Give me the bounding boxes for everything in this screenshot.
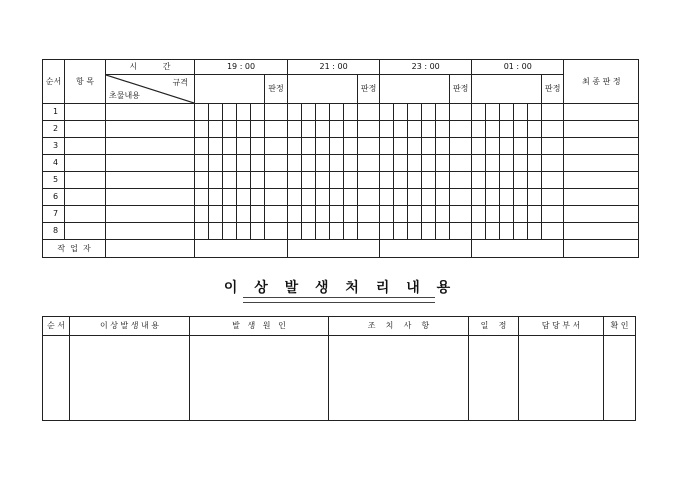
table-cell[interactable] bbox=[106, 206, 195, 223]
row-number: 6 bbox=[43, 189, 65, 206]
table-cell[interactable] bbox=[486, 138, 500, 155]
table-row bbox=[43, 223, 639, 240]
abn-confirm-header: 확 인 bbox=[604, 317, 636, 336]
table-cell[interactable] bbox=[330, 138, 344, 155]
table-cell[interactable] bbox=[237, 138, 251, 155]
table-cell[interactable] bbox=[500, 172, 514, 189]
table-cell[interactable] bbox=[316, 104, 330, 121]
table-cell[interactable] bbox=[514, 189, 528, 206]
table-cell[interactable] bbox=[344, 206, 358, 223]
table-cell[interactable] bbox=[422, 121, 436, 138]
table-cell[interactable] bbox=[486, 121, 500, 138]
table-cell[interactable] bbox=[472, 223, 486, 240]
table-cell[interactable] bbox=[450, 104, 472, 121]
table-cell[interactable] bbox=[514, 121, 528, 138]
inspection-rows bbox=[43, 104, 639, 240]
table-cell[interactable] bbox=[380, 121, 394, 138]
table-cell[interactable] bbox=[472, 189, 486, 206]
table-cell[interactable] bbox=[422, 223, 436, 240]
row-number: 5 bbox=[43, 172, 65, 189]
table-cell[interactable] bbox=[195, 155, 209, 172]
table-cell[interactable] bbox=[528, 189, 542, 206]
table-cell[interactable] bbox=[380, 172, 394, 189]
table-cell[interactable] bbox=[408, 155, 422, 172]
table-cell[interactable] bbox=[223, 138, 237, 155]
table-cell[interactable] bbox=[472, 206, 486, 223]
table-cell[interactable] bbox=[265, 104, 288, 121]
table-cell[interactable] bbox=[528, 206, 542, 223]
table-cell[interactable] bbox=[223, 104, 237, 121]
table-cell[interactable] bbox=[195, 189, 209, 206]
abnormal-section-title: 이 상 발 생 처 리 내 용 bbox=[223, 280, 457, 296]
table-row bbox=[43, 138, 639, 155]
table-cell[interactable] bbox=[500, 155, 514, 172]
table-cell[interactable] bbox=[251, 121, 265, 138]
table-cell[interactable] bbox=[330, 223, 344, 240]
table-cell[interactable] bbox=[344, 223, 358, 240]
table-cell[interactable] bbox=[528, 121, 542, 138]
table-cell[interactable] bbox=[528, 138, 542, 155]
row-number: 8 bbox=[43, 223, 65, 240]
table-cell[interactable] bbox=[514, 172, 528, 189]
abn-dept-header: 담 당 부 서 bbox=[519, 317, 604, 336]
table-cell[interactable] bbox=[65, 138, 106, 155]
table-cell[interactable] bbox=[436, 121, 450, 138]
judge-2100-header: 판정 bbox=[358, 75, 380, 104]
table-cell[interactable] bbox=[251, 172, 265, 189]
table-cell[interactable] bbox=[564, 172, 639, 189]
item-header: 항 목 bbox=[65, 60, 106, 104]
table-cell[interactable] bbox=[514, 138, 528, 155]
table-cell[interactable] bbox=[316, 121, 330, 138]
table-cell[interactable] bbox=[528, 155, 542, 172]
table-cell[interactable] bbox=[500, 189, 514, 206]
table-cell[interactable] bbox=[330, 172, 344, 189]
table-cell[interactable] bbox=[500, 206, 514, 223]
table-cell[interactable] bbox=[472, 121, 486, 138]
table-cell[interactable] bbox=[542, 104, 564, 121]
table-cell[interactable] bbox=[394, 155, 408, 172]
spec-label: 규격 bbox=[172, 78, 188, 87]
table-cell[interactable] bbox=[436, 172, 450, 189]
table-cell[interactable] bbox=[450, 223, 472, 240]
table-cell[interactable] bbox=[106, 104, 195, 121]
table-cell[interactable] bbox=[564, 104, 639, 121]
table-cell[interactable] bbox=[436, 189, 450, 206]
time-0100-header: 01 : 00 bbox=[472, 60, 564, 75]
table-cell[interactable] bbox=[436, 223, 450, 240]
table-cell[interactable] bbox=[472, 155, 486, 172]
worker-1900-cell[interactable] bbox=[195, 240, 288, 258]
worker-label: 작 업 자 bbox=[43, 240, 106, 258]
table-cell[interactable] bbox=[316, 206, 330, 223]
table-cell[interactable] bbox=[251, 223, 265, 240]
worker-2100-cell[interactable] bbox=[288, 240, 380, 258]
table-cell[interactable] bbox=[408, 223, 422, 240]
table-cell[interactable] bbox=[408, 138, 422, 155]
title-double-underline bbox=[243, 297, 435, 303]
table-cell[interactable] bbox=[288, 121, 302, 138]
table-cell[interactable] bbox=[195, 121, 209, 138]
time-2300-header: 23 : 00 bbox=[380, 60, 472, 75]
table-cell[interactable] bbox=[265, 138, 288, 155]
table-cell[interactable] bbox=[223, 189, 237, 206]
table-cell[interactable] bbox=[106, 155, 195, 172]
table-cell[interactable] bbox=[450, 155, 472, 172]
table-cell[interactable] bbox=[436, 104, 450, 121]
table-cell[interactable] bbox=[209, 206, 223, 223]
abn-confirm-cell[interactable] bbox=[604, 336, 636, 421]
table-cell[interactable] bbox=[542, 172, 564, 189]
table-cell[interactable] bbox=[288, 189, 302, 206]
table-cell[interactable] bbox=[358, 206, 380, 223]
table-cell[interactable] bbox=[237, 121, 251, 138]
table-cell[interactable] bbox=[500, 223, 514, 240]
table-cell[interactable] bbox=[422, 104, 436, 121]
judge-0100-header: 판정 bbox=[542, 75, 564, 104]
table-cell[interactable] bbox=[422, 206, 436, 223]
table-cell[interactable] bbox=[209, 172, 223, 189]
row-number: 3 bbox=[43, 138, 65, 155]
table-cell[interactable] bbox=[422, 155, 436, 172]
table-cell[interactable] bbox=[394, 121, 408, 138]
table-cell[interactable] bbox=[330, 155, 344, 172]
table-cell[interactable] bbox=[302, 189, 316, 206]
table-cell[interactable] bbox=[394, 189, 408, 206]
table-cell[interactable] bbox=[450, 138, 472, 155]
table-cell[interactable] bbox=[106, 138, 195, 155]
table-cell[interactable] bbox=[195, 206, 209, 223]
table-cell[interactable] bbox=[265, 206, 288, 223]
time-header: 시 간 bbox=[106, 60, 195, 75]
table-cell[interactable] bbox=[528, 223, 542, 240]
table-cell[interactable] bbox=[394, 172, 408, 189]
table-cell[interactable] bbox=[542, 206, 564, 223]
table-cell[interactable] bbox=[330, 104, 344, 121]
table-cell[interactable] bbox=[394, 223, 408, 240]
time-1900-spec-cell[interactable] bbox=[195, 75, 265, 104]
table-cell[interactable] bbox=[237, 189, 251, 206]
abn-content-cell[interactable] bbox=[70, 336, 190, 421]
table-cell[interactable] bbox=[65, 155, 106, 172]
table-cell[interactable] bbox=[450, 121, 472, 138]
table-cell[interactable] bbox=[500, 121, 514, 138]
table-row bbox=[43, 155, 639, 172]
table-cell[interactable] bbox=[542, 223, 564, 240]
table-cell[interactable] bbox=[394, 104, 408, 121]
abn-action-cell[interactable] bbox=[329, 336, 469, 421]
abn-schedule-header: 일 정 bbox=[469, 317, 519, 336]
row-number: 7 bbox=[43, 206, 65, 223]
table-cell[interactable] bbox=[436, 138, 450, 155]
table-cell[interactable] bbox=[436, 155, 450, 172]
table-cell[interactable] bbox=[195, 223, 209, 240]
table-cell[interactable] bbox=[209, 104, 223, 121]
table-cell[interactable] bbox=[528, 172, 542, 189]
abn-cause-cell[interactable] bbox=[190, 336, 329, 421]
table-cell[interactable] bbox=[316, 172, 330, 189]
table-cell[interactable] bbox=[265, 172, 288, 189]
table-cell[interactable] bbox=[472, 172, 486, 189]
table-cell[interactable] bbox=[564, 155, 639, 172]
table-cell[interactable] bbox=[564, 206, 639, 223]
spec-content-diagonal-cell bbox=[106, 75, 195, 104]
table-cell[interactable] bbox=[223, 172, 237, 189]
table-cell[interactable] bbox=[486, 223, 500, 240]
judge-1900-header: 판정 bbox=[265, 75, 288, 104]
table-cell[interactable] bbox=[408, 189, 422, 206]
table-cell[interactable] bbox=[195, 138, 209, 155]
final-judge-header: 최 종 판 정 bbox=[564, 60, 639, 104]
table-cell[interactable] bbox=[514, 223, 528, 240]
table-cell[interactable] bbox=[528, 104, 542, 121]
table-cell[interactable] bbox=[472, 138, 486, 155]
time-1900-header: 19 : 00 bbox=[195, 60, 288, 75]
time-2300-spec-cell[interactable] bbox=[380, 75, 450, 104]
judge-2300-header: 판정 bbox=[450, 75, 472, 104]
table-cell[interactable] bbox=[380, 189, 394, 206]
table-cell[interactable] bbox=[564, 189, 639, 206]
table-cell[interactable] bbox=[344, 121, 358, 138]
table-cell[interactable] bbox=[65, 206, 106, 223]
table-cell[interactable] bbox=[209, 223, 223, 240]
table-cell[interactable] bbox=[65, 104, 106, 121]
table-cell[interactable] bbox=[237, 155, 251, 172]
table-cell[interactable] bbox=[209, 121, 223, 138]
table-cell[interactable] bbox=[564, 121, 639, 138]
content-label: 초물내용 bbox=[109, 91, 140, 100]
table-cell[interactable] bbox=[542, 121, 564, 138]
table-cell[interactable] bbox=[106, 223, 195, 240]
table-cell[interactable] bbox=[394, 206, 408, 223]
table-cell[interactable] bbox=[251, 206, 265, 223]
table-cell[interactable] bbox=[486, 155, 500, 172]
abn-seq-cell[interactable] bbox=[43, 336, 70, 421]
table-cell[interactable] bbox=[302, 138, 316, 155]
abn-dept-cell[interactable] bbox=[519, 336, 604, 421]
table-cell[interactable] bbox=[302, 206, 316, 223]
table-cell[interactable] bbox=[380, 206, 394, 223]
table-cell[interactable] bbox=[65, 189, 106, 206]
inspection-table bbox=[42, 59, 639, 258]
table-cell[interactable] bbox=[436, 206, 450, 223]
table-row bbox=[43, 172, 639, 189]
table-cell[interactable] bbox=[514, 206, 528, 223]
row-number: 1 bbox=[43, 104, 65, 121]
table-cell[interactable] bbox=[486, 104, 500, 121]
table-cell[interactable] bbox=[237, 223, 251, 240]
table-cell[interactable] bbox=[408, 172, 422, 189]
table-cell[interactable] bbox=[358, 172, 380, 189]
table-cell[interactable] bbox=[542, 138, 564, 155]
table-cell[interactable] bbox=[394, 138, 408, 155]
table-cell[interactable] bbox=[237, 206, 251, 223]
table-cell[interactable] bbox=[486, 189, 500, 206]
table-cell[interactable] bbox=[302, 121, 316, 138]
time-2100-spec-cell[interactable] bbox=[288, 75, 358, 104]
table-cell[interactable] bbox=[358, 104, 380, 121]
abn-schedule-cell[interactable] bbox=[469, 336, 519, 421]
table-cell[interactable] bbox=[344, 189, 358, 206]
table-cell[interactable] bbox=[251, 138, 265, 155]
table-cell[interactable] bbox=[542, 189, 564, 206]
table-cell[interactable] bbox=[358, 138, 380, 155]
table-cell[interactable] bbox=[288, 138, 302, 155]
table-cell[interactable] bbox=[358, 189, 380, 206]
table-cell[interactable] bbox=[251, 155, 265, 172]
table-cell[interactable] bbox=[223, 206, 237, 223]
table-cell[interactable] bbox=[344, 138, 358, 155]
worker-2300-cell[interactable] bbox=[380, 240, 472, 258]
table-cell[interactable] bbox=[330, 121, 344, 138]
table-cell[interactable] bbox=[209, 138, 223, 155]
table-cell[interactable] bbox=[106, 172, 195, 189]
row-number: 4 bbox=[43, 155, 65, 172]
table-cell[interactable] bbox=[288, 223, 302, 240]
table-cell[interactable] bbox=[564, 138, 639, 155]
table-cell[interactable] bbox=[223, 121, 237, 138]
table-row bbox=[43, 206, 639, 223]
table-cell[interactable] bbox=[223, 223, 237, 240]
seq-header: 순서 bbox=[43, 60, 65, 104]
table-cell[interactable] bbox=[302, 172, 316, 189]
table-cell[interactable] bbox=[408, 206, 422, 223]
table-cell[interactable] bbox=[316, 138, 330, 155]
abn-action-header: 조 치 사 항 bbox=[329, 317, 469, 336]
table-cell[interactable] bbox=[209, 189, 223, 206]
table-cell[interactable] bbox=[344, 155, 358, 172]
time-0100-spec-cell[interactable] bbox=[472, 75, 542, 104]
table-cell[interactable] bbox=[223, 155, 237, 172]
table-cell[interactable] bbox=[265, 121, 288, 138]
table-cell[interactable] bbox=[237, 172, 251, 189]
table-cell[interactable] bbox=[330, 206, 344, 223]
table-cell[interactable] bbox=[408, 104, 422, 121]
table-cell[interactable] bbox=[302, 223, 316, 240]
table-row bbox=[43, 104, 639, 121]
table-cell[interactable] bbox=[330, 189, 344, 206]
table-cell[interactable] bbox=[302, 155, 316, 172]
table-cell[interactable] bbox=[380, 155, 394, 172]
table-cell[interactable] bbox=[316, 223, 330, 240]
table-cell[interactable] bbox=[500, 138, 514, 155]
table-cell[interactable] bbox=[380, 138, 394, 155]
table-cell[interactable] bbox=[302, 104, 316, 121]
table-cell[interactable] bbox=[265, 223, 288, 240]
table-row bbox=[43, 189, 639, 206]
table-cell[interactable] bbox=[65, 172, 106, 189]
table-cell[interactable] bbox=[408, 121, 422, 138]
table-cell[interactable] bbox=[288, 104, 302, 121]
table-cell[interactable] bbox=[195, 172, 209, 189]
table-cell[interactable] bbox=[288, 206, 302, 223]
worker-final-cell[interactable] bbox=[564, 240, 639, 258]
table-cell[interactable] bbox=[380, 104, 394, 121]
table-cell[interactable] bbox=[251, 104, 265, 121]
table-cell[interactable] bbox=[209, 155, 223, 172]
table-cell[interactable] bbox=[288, 172, 302, 189]
table-row bbox=[43, 121, 639, 138]
table-cell[interactable] bbox=[380, 223, 394, 240]
table-cell[interactable] bbox=[344, 104, 358, 121]
abn-content-header: 이 상 발 생 내 용 bbox=[70, 317, 190, 336]
table-cell[interactable] bbox=[564, 223, 639, 240]
row-number: 2 bbox=[43, 121, 65, 138]
table-cell[interactable] bbox=[450, 172, 472, 189]
table-cell[interactable] bbox=[450, 206, 472, 223]
table-cell[interactable] bbox=[195, 104, 209, 121]
table-cell[interactable] bbox=[65, 121, 106, 138]
table-cell[interactable] bbox=[422, 172, 436, 189]
table-cell[interactable] bbox=[358, 121, 380, 138]
table-cell[interactable] bbox=[486, 172, 500, 189]
table-cell[interactable] bbox=[237, 104, 251, 121]
table-cell[interactable] bbox=[450, 189, 472, 206]
table-cell[interactable] bbox=[422, 138, 436, 155]
table-cell[interactable] bbox=[422, 189, 436, 206]
table-cell[interactable] bbox=[265, 155, 288, 172]
table-cell[interactable] bbox=[358, 155, 380, 172]
abn-cause-header: 발 생 원 인 bbox=[190, 317, 329, 336]
table-cell[interactable] bbox=[486, 206, 500, 223]
table-cell[interactable] bbox=[65, 223, 106, 240]
worker-0100-cell[interactable] bbox=[472, 240, 564, 258]
table-cell[interactable] bbox=[316, 155, 330, 172]
table-cell[interactable] bbox=[514, 104, 528, 121]
table-cell[interactable] bbox=[106, 121, 195, 138]
table-cell[interactable] bbox=[265, 189, 288, 206]
time-2100-header: 21 : 00 bbox=[288, 60, 380, 75]
table-cell[interactable] bbox=[288, 155, 302, 172]
abn-seq-header: 순 서 bbox=[43, 317, 70, 336]
table-cell[interactable] bbox=[358, 223, 380, 240]
table-cell[interactable] bbox=[500, 104, 514, 121]
abnormal-table bbox=[42, 316, 636, 421]
table-cell[interactable] bbox=[514, 155, 528, 172]
table-cell[interactable] bbox=[344, 172, 358, 189]
table-cell[interactable] bbox=[106, 189, 195, 206]
table-cell[interactable] bbox=[472, 104, 486, 121]
table-cell[interactable] bbox=[542, 155, 564, 172]
table-cell[interactable] bbox=[316, 189, 330, 206]
worker-content-cell[interactable] bbox=[106, 240, 195, 258]
table-cell[interactable] bbox=[251, 189, 265, 206]
